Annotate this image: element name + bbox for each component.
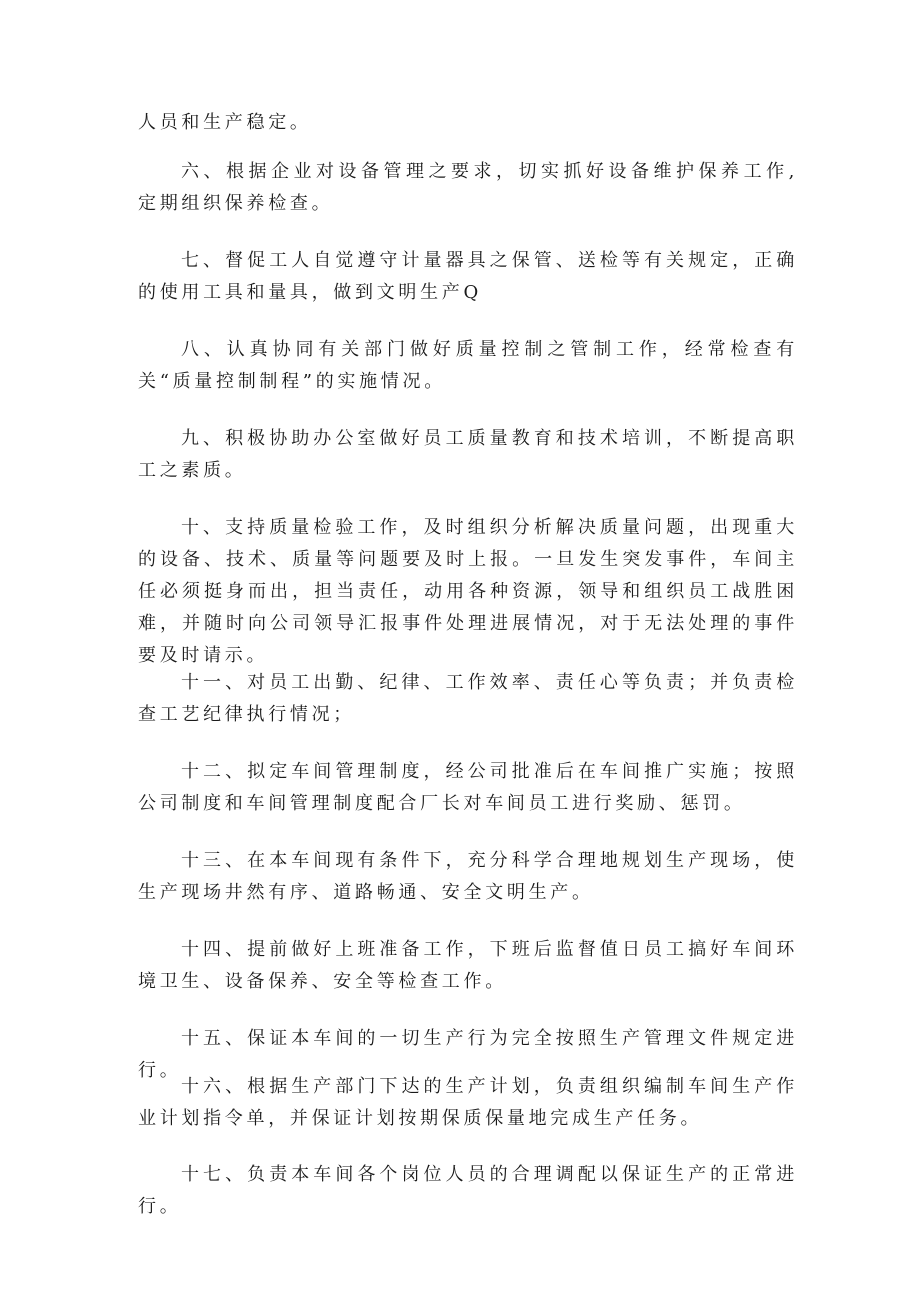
paragraph-item-9: 九、积极协助办公室做好员工质量教育和技术培训，不断提高职工之素质。 (138, 428, 798, 481)
paragraph-item-12: 十二、拟定车间管理制度，经公司批准后在车间推广实施；按照公司制度和车间管理制度配合厂长对车间员工进行奖励、惩罚。 (138, 761, 798, 814)
paragraph-item-8: 八、认真协同有关部门做好质量控制之管制工作，经常检查有关“质量控制制程”的实施情况。 (138, 339, 798, 392)
paragraph-item-17: 十七、负责本车间各个岗位人员的合理调配以保证生产的正常进行。 (138, 1164, 798, 1217)
paragraph-item-16: 十六、根据生产部门下达的生产计划，负责组织编制车间生产作业计划指令单，并保证计划按期保质保量地完成生产任务。 (138, 1076, 798, 1129)
paragraph-item-7: 七、督促工人自觉遵守计量器具之保管、送检等有关规定，正确的使用工具和量具，做到文明生产Q (138, 250, 798, 303)
paragraph-item-15: 十五、保证本车间的一切生产行为完全按照生产管理文件规定进行。 (138, 1028, 798, 1081)
paragraph-item-6: 六、根据企业对设备管理之要求，切实抓好设备维护保养工作,定期组织保养检查。 (138, 161, 798, 214)
paragraph-continuation: 人员和生产稳定。 (138, 112, 312, 133)
paragraph-item-14: 十四、提前做好上班准备工作，下班后监督值日员工搞好车间环境卫生、设备保养、安全等检查工作。 (138, 939, 798, 992)
paragraph-item-11: 十一、对员工出勤、纪律、工作效率、责任心等负责；并负责检查工艺纪律执行情况； (138, 672, 798, 725)
paragraph-item-13: 十三、在本车间现有条件下，充分科学合理地规划生产现场，使生产现场井然有序、道路畅通、安全文明生产。 (138, 850, 798, 903)
paragraph-item-10: 十、支持质量检验工作，及时组织分析解决质量问题，出现重大的设备、技术、质量等问题要及时上报。一旦发生突发事件，车间主任必须挺身而出，担当责任，动用各种资源，领导和组织员工战胜困难，并随时向公司领导汇报事件处理进展情况，对于无法处理的事件要及时请示。 (138, 517, 798, 666)
